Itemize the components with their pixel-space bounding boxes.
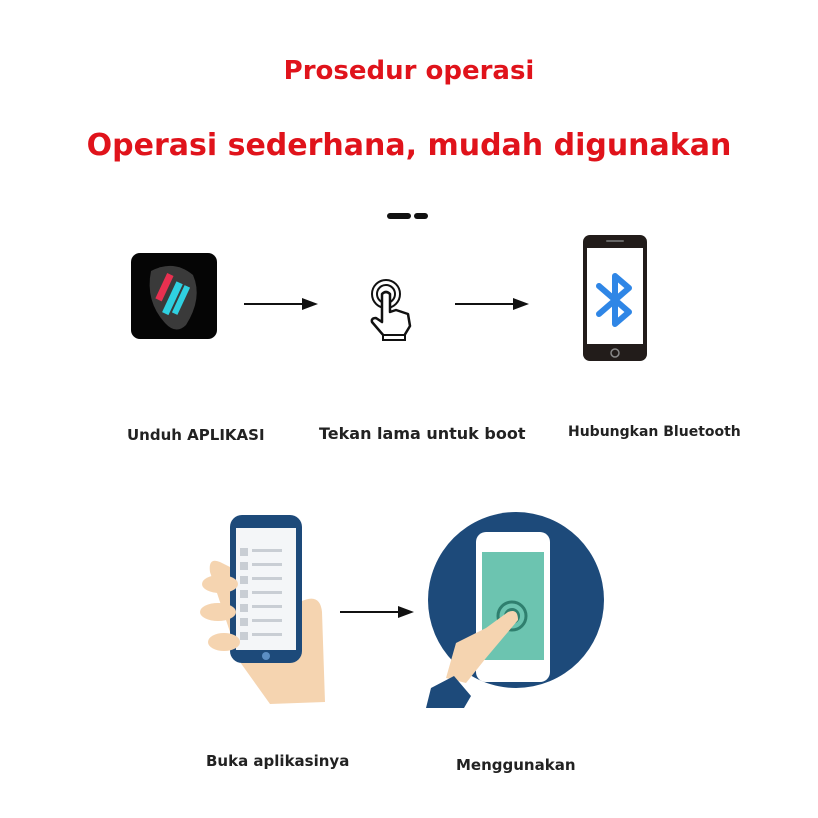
hand-holding-phone-icon (200, 512, 340, 712)
arrow-right-icon (455, 296, 530, 312)
step-label: Menggunakan (456, 756, 576, 774)
arrow-right-icon (244, 296, 319, 312)
step-label: Hubungkan Bluetooth (568, 424, 741, 440)
finger-tap-phone-icon (426, 508, 606, 708)
step-label: Buka aplikasinya (206, 752, 350, 770)
step-label: Tekan lama untuk boot (319, 424, 526, 443)
page-title: Prosedur operasi (283, 56, 535, 86)
bluetooth-phone-icon (582, 234, 648, 362)
app-icon (131, 253, 217, 339)
dash-mark-icon (385, 210, 430, 222)
step-label: Unduh APLIKASI (127, 426, 265, 444)
arrow-right-icon (340, 604, 415, 620)
page-subtitle: Operasi sederhana, mudah digunakan (86, 128, 732, 163)
press-hand-icon (366, 278, 418, 342)
